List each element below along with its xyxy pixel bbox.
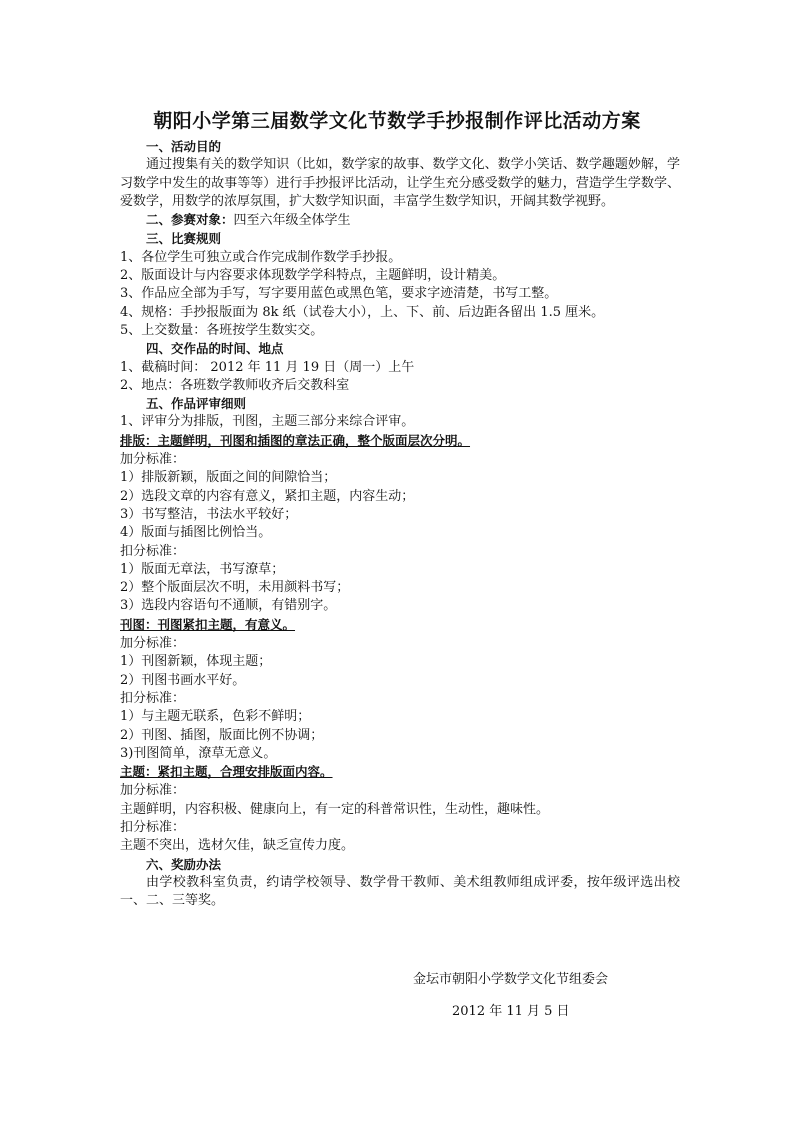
layout-plus-item: 4）版面与插图比例恰当。 <box>120 525 272 541</box>
image-criteria-title: 刊图：刊图紧扣主题，有意义。 <box>120 616 296 632</box>
image-minus-item: 3)刊图简单，潦草无意义。 <box>120 745 277 761</box>
participants-text: 四至六年级全体学生 <box>233 213 351 229</box>
submission-item: 2、地点：各班数学教师收齐后交教科室 <box>120 377 350 393</box>
section-heading-rules: 三、比赛规则 <box>146 231 222 247</box>
image-plus-item: 1）刊图新颖，体现主题； <box>120 654 272 670</box>
section-heading-purpose: 一、活动目的 <box>146 139 222 154</box>
section-purpose-text: 通过搜集有关的数学知识（比如，数学家的故事、数学文化、数学小笑话、数学趣题妙解，学习数学中发生的故事等等）进行手抄报评比活动，让学生充分感受数学的魅力，营造学生学数学、爱数学，用数学的浓厚氛围，扩大数学知识面，丰富学生数学知识，开阔其数学视野。 <box>120 157 680 209</box>
section-heading-submission: 四、交作品的时间、地点 <box>146 341 284 357</box>
layout-criteria-title: 排版：主题鲜明，刊图和插图的章法正确，整个版面层次分明。 <box>120 432 471 448</box>
image-minus-item: 2）刊图、插图，版面比例不协调； <box>120 727 324 743</box>
plus-label: 加分标准： <box>120 452 186 468</box>
rule-item: 1、各位学生可独立或合作完成制作数学手抄报。 <box>120 249 402 265</box>
plus-label: 加分标准： <box>120 636 186 652</box>
rule-item: 4、规格：手抄报版面为 8k 纸（试卷大小），上、下、前、后边距各留出 1.5 厘米。 <box>120 304 605 320</box>
criteria-intro: 1、评审分为排版，刊图，主题三部分来综合评审。 <box>120 414 415 430</box>
section-heading-participants: 二、参赛对象： <box>146 212 234 228</box>
signature-date: 2012 年 11 月 5 日 <box>452 1004 570 1019</box>
rule-item: 2、版面设计与内容要求体现数学学科特点，主题鲜明，设计精美。 <box>120 268 506 284</box>
theme-criteria-title: 主题：紧扣主题，合理安排版面内容。 <box>120 764 333 780</box>
submission-item: 1、截稿时间： 2012 年 11 月 19 日（周一）上午 <box>120 359 415 375</box>
plus-label: 加分标准： <box>120 783 186 799</box>
section-participants <box>120 211 680 230</box>
rule-item: 5、上交数量：各班按学生数实交。 <box>120 322 324 338</box>
rule-item: 3、作品应全部为手写，写字要用蓝色或黑色笔，要求字迹清楚，书写工整。 <box>120 286 558 302</box>
layout-plus-item: 1）排版新颖，版面之间的间隙恰当； <box>120 470 337 486</box>
minus-label: 扣分标准： <box>120 690 186 706</box>
theme-plus-text: 主题鲜明，内容积极、健康向上，有一定的科普常识性，生动性，趣味性。 <box>120 801 550 817</box>
theme-minus-text: 主题不突出，选材欠佳，缺乏宣传力度。 <box>120 838 355 854</box>
layout-plus-item: 3）书写整洁，书法水平较好； <box>120 506 298 522</box>
layout-minus-item: 2）整个版面层次不明，未用颜料书写； <box>120 580 350 596</box>
layout-plus-item: 2）选段文章的内容有意义，紧扣主题，内容生动； <box>120 488 415 504</box>
document-title: 朝阳小学第三届数学文化节数学手抄报制作评比活动方案 <box>153 110 641 132</box>
layout-minus-item: 3）选段内容语句不通顺，有错别字。 <box>120 598 337 614</box>
minus-label: 扣分标准： <box>120 819 186 835</box>
section-heading-criteria: 五、作品评审细则 <box>146 396 247 412</box>
image-minus-item: 1）与主题无联系，色彩不鲜明； <box>120 709 311 725</box>
section-heading-awards: 六、奖励办法 <box>146 856 222 872</box>
awards-text: 由学校教科室负责，约请学校领导、数学骨干教师、美术组教师组成评委，按年级评选出校一、二、三等奖。 <box>120 874 680 909</box>
image-plus-item: 2）刊图书画水平好。 <box>120 672 246 688</box>
minus-label: 扣分标准： <box>120 543 186 559</box>
document-body <box>120 138 680 910</box>
layout-minus-item: 1）版面无章法，书写潦草； <box>120 561 285 577</box>
signature-organization: 金坛市朝阳小学数学文化节组委会 <box>413 972 609 987</box>
